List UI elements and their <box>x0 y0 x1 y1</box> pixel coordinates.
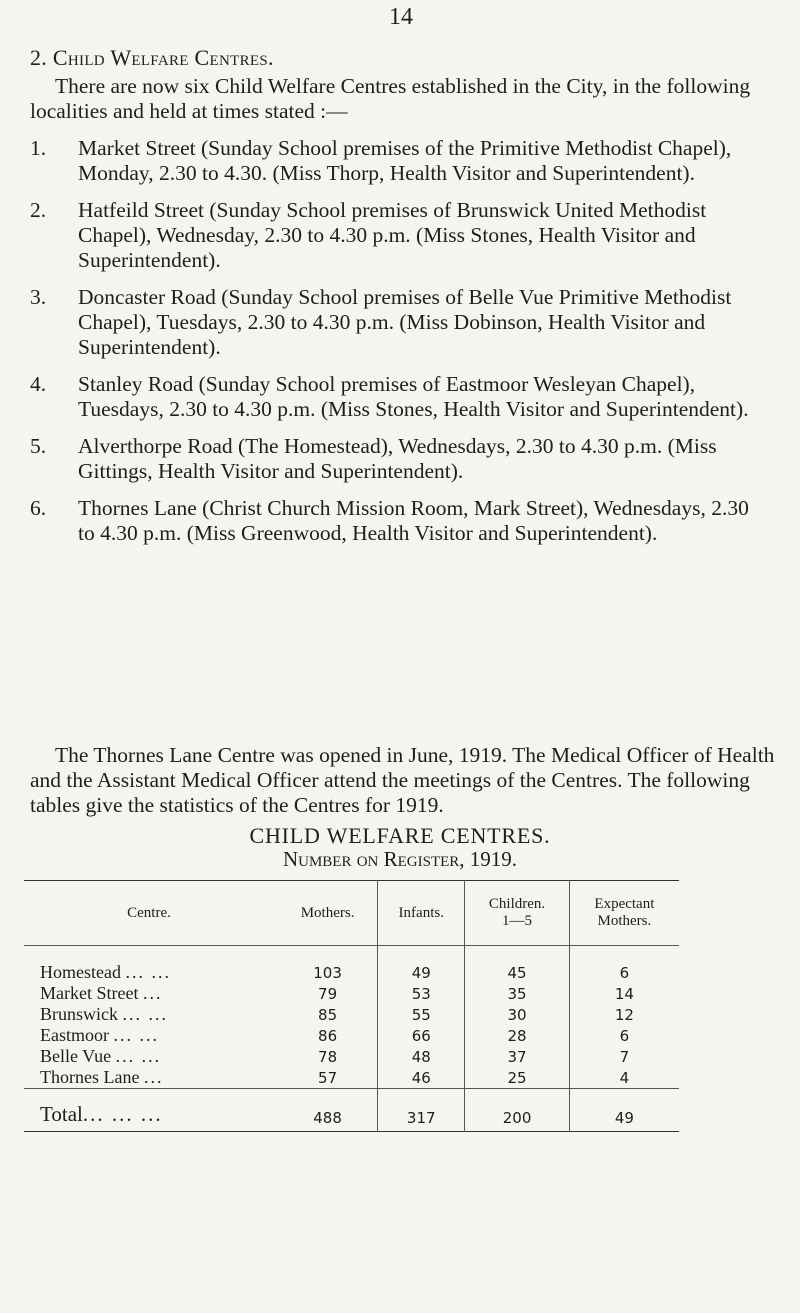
table-row <box>24 1067 679 1089</box>
row-centre <box>24 1046 278 1067</box>
list-item <box>30 285 770 360</box>
section-number: 2. <box>30 45 48 70</box>
total-mothers: 488 <box>278 1089 378 1132</box>
row-infants: 66 <box>378 1025 465 1046</box>
row-infants: 55 <box>378 1004 465 1025</box>
intro-paragraph <box>30 74 770 124</box>
page-number: 14 <box>389 4 413 30</box>
table-row <box>24 983 679 1004</box>
row-infants: 53 <box>378 983 465 1004</box>
row-centre <box>24 1025 278 1046</box>
item-text: Alverthorpe Road (The Homestead), Wednesdays, 2.30 to 4.30 p.m. (Miss Gittings, Health Visitor and Superintendent). <box>78 434 717 483</box>
row-children: 37 <box>465 1046 569 1067</box>
row-centre <box>24 946 278 984</box>
header-expectant-label-2: Mothers. <box>597 913 652 929</box>
table-header-row <box>24 881 679 946</box>
row-infants: 46 <box>378 1067 465 1089</box>
row-mothers: 79 <box>318 984 338 1003</box>
total-expectant: 49 <box>569 1089 679 1132</box>
row-children: 25 <box>465 1067 569 1089</box>
item-number: 6. <box>30 496 47 520</box>
row-centre <box>24 1004 278 1025</box>
row-dots: ... <box>143 1067 164 1087</box>
row-children: 28 <box>465 1025 569 1046</box>
row-expectant: 12 <box>569 1004 679 1025</box>
row-children: 30 <box>465 1004 569 1025</box>
total-dots: ... ... ... <box>82 1102 163 1126</box>
row-centre-name: Market Street <box>40 983 139 1003</box>
section-title: Child Welfare Centres. <box>52 45 274 70</box>
row-mothers: 57 <box>318 1068 338 1087</box>
total-label <box>24 1089 278 1132</box>
intro-text: There are now six Child Welfare Centres established in the City, in the following localities and held at times stated :— <box>30 74 751 123</box>
total-row <box>24 1089 679 1132</box>
row-dots: ... ... <box>122 1004 168 1024</box>
header-children <box>465 881 569 946</box>
row-children: 45 <box>465 946 569 984</box>
row-centre-name: Homestead <box>40 962 121 982</box>
item-text: Thornes Lane (Christ Church Mission Room, Mark Street), Wednesdays, 2.30 to 4.30 p.m. (Miss Greenwood, Health Visitor and Superintendent). <box>78 496 749 545</box>
header-centre: Centre. <box>24 881 278 946</box>
row-dots: ... ... <box>125 962 171 982</box>
list-item <box>30 372 770 422</box>
row-expectant: 6 <box>569 1025 679 1046</box>
register-table <box>24 880 679 1132</box>
list-item <box>30 198 770 273</box>
list-item <box>30 136 770 186</box>
header-children-range: 1—5 <box>502 913 533 929</box>
row-infants: 49 <box>378 946 465 984</box>
item-number: 4. <box>30 372 47 396</box>
row-mothers: 86 <box>318 1026 338 1045</box>
centres-list <box>30 136 770 558</box>
table-row <box>24 1004 679 1025</box>
item-text: Market Street (Sunday School premises of the Primitive Methodist Chapel), Monday, 2.30 to 4.30. (Miss Thorp, Health Visitor and Superintendent). <box>78 136 732 185</box>
row-infants: 48 <box>378 1046 465 1067</box>
header-expectant <box>569 881 679 946</box>
row-expectant: 7 <box>569 1046 679 1067</box>
item-number: 3. <box>30 285 47 309</box>
item-text: Stanley Road (Sunday School premises of Eastmoor Wesleyan Chapel), Tuesdays, 2.30 to 4.30 p.m. (Miss Stones, Health Visitor and Superintendent). <box>78 372 749 421</box>
row-mothers: 103 <box>313 963 342 982</box>
row-mothers: 78 <box>318 1047 338 1066</box>
closing-paragraph: The Thornes Lane Centre was opened in June, 1919. The Medical Officer of Health and the Assistant Medical Officer attend the meetings of the Centres. The following tables give the statistics of the Centres for 1919. <box>30 743 775 817</box>
row-centre <box>24 983 278 1004</box>
item-text: Doncaster Road (Sunday School premises of Belle Vue Primitive Methodist Chapel), Tuesdays, 2.30 to 4.30 p.m. (Miss Dobinson, Health Visitor and Superintendent). <box>78 285 732 359</box>
total-name: Total <box>40 1102 83 1126</box>
total-infants: 317 <box>378 1089 465 1132</box>
row-expectant: 4 <box>569 1067 679 1089</box>
item-number: 1. <box>30 136 47 160</box>
header-infants: Infants. <box>378 881 465 946</box>
table-row <box>24 946 679 984</box>
item-number: 2. <box>30 198 47 222</box>
header-expectant-label: Expectant <box>594 896 655 912</box>
item-number: 5. <box>30 434 47 458</box>
total-children: 200 <box>465 1089 569 1132</box>
row-centre-name: Brunswick <box>40 1004 118 1024</box>
row-expectant: 6 <box>569 946 679 984</box>
row-dots: ... ... <box>115 1046 162 1066</box>
row-mothers: 85 <box>318 1005 338 1024</box>
section-heading <box>30 45 274 71</box>
row-dots: ... <box>142 983 163 1003</box>
header-children-label: Children. <box>488 896 546 912</box>
item-text: Hatfeild Street (Sunday School premises of Brunswick United Methodist Chapel), Wednesday, 2.30 to 4.30 p.m. (Miss Stones, Health Visitor and Superintendent). <box>78 198 707 272</box>
list-item <box>30 496 770 546</box>
list-item <box>30 434 770 484</box>
table-row <box>24 1046 679 1067</box>
table-subtitle: Number on Register, 1919. <box>282 847 518 871</box>
table-row <box>24 1025 679 1046</box>
row-centre <box>24 1067 278 1089</box>
row-dots: ... ... <box>113 1025 159 1045</box>
row-centre-name: Belle Vue <box>40 1046 112 1066</box>
header-mothers: Mothers. <box>278 881 378 946</box>
row-expectant: 14 <box>569 983 679 1004</box>
row-centre-name: Eastmoor <box>40 1025 109 1045</box>
row-children: 35 <box>465 983 569 1004</box>
row-centre-name: Thornes Lane <box>40 1067 140 1087</box>
table-title: CHILD WELFARE CENTRES. <box>249 823 551 848</box>
